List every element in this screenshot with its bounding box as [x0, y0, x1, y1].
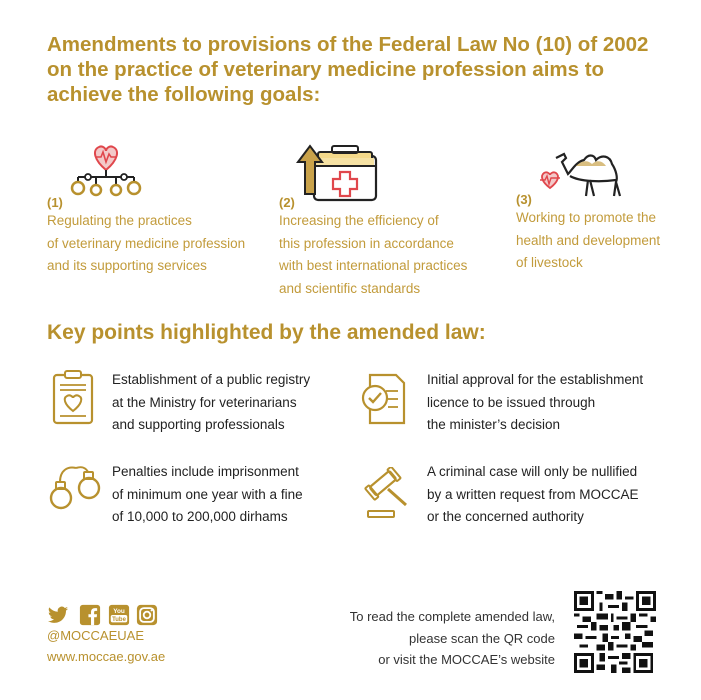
goal-1-text: Regulating the practices of veterinary medicine profession and its supporting services: [47, 213, 246, 273]
social-handle[interactable]: @MOCCAEUAE: [47, 628, 144, 643]
heart-network-icon: [66, 140, 146, 198]
camel-heart-icon: [536, 148, 632, 198]
gavel-icon: [364, 467, 410, 519]
facebook-icon[interactable]: [79, 604, 101, 626]
clipboard-heart-icon: [50, 369, 96, 427]
goal-1: [47, 195, 245, 278]
handcuffs-icon: [48, 462, 104, 514]
goal-2-number: (2): [279, 195, 295, 210]
key-points-title: Key points highlighted by the amended law:: [47, 321, 486, 344]
goal-3-number: (3): [516, 192, 532, 207]
key-point-2: Initial approval for the establishment licence to be issued through the minister’s decision: [427, 372, 644, 432]
approved-document-icon: [360, 371, 410, 427]
goal-1-number: (1): [47, 195, 63, 210]
goal-3: [516, 192, 660, 275]
page-title: Amendments to provisions of the Federal Law No (10) of 2002 on the practice of veterinary medicine profession aims to achieve the following goals:: [47, 33, 649, 106]
goal-2: [279, 195, 467, 300]
qr-instructions: To read the complete amended law, please scan the QR code or visit the MOCCAE’s website: [349, 609, 555, 667]
key-point-3: Penalties include imprisonment of minimum one year with a fine of 10,000 to 200,000 dirhams: [112, 464, 303, 524]
youtube-icon[interactable]: [108, 604, 130, 626]
qr-code[interactable]: [574, 591, 656, 673]
goal-3-text: Working to promote the health and development of livestock: [516, 210, 661, 270]
goal-2-text: Increasing the efficiency of this profession in accordance with best international practices and scientific standards: [279, 213, 468, 296]
svg-text:You: You: [113, 608, 125, 616]
svg-text:Tube: Tube: [112, 616, 126, 623]
key-point-4: A criminal case will only be nullified by a written request from MOCCAE or the concerned authority: [427, 464, 639, 524]
website-link[interactable]: www.moccae.gov.ae: [47, 649, 166, 664]
key-point-1: Establishment of a public registry at the Ministry for veterinarians and supporting professionals: [112, 372, 311, 432]
instagram-icon[interactable]: [136, 604, 158, 626]
twitter-icon[interactable]: [47, 604, 69, 626]
